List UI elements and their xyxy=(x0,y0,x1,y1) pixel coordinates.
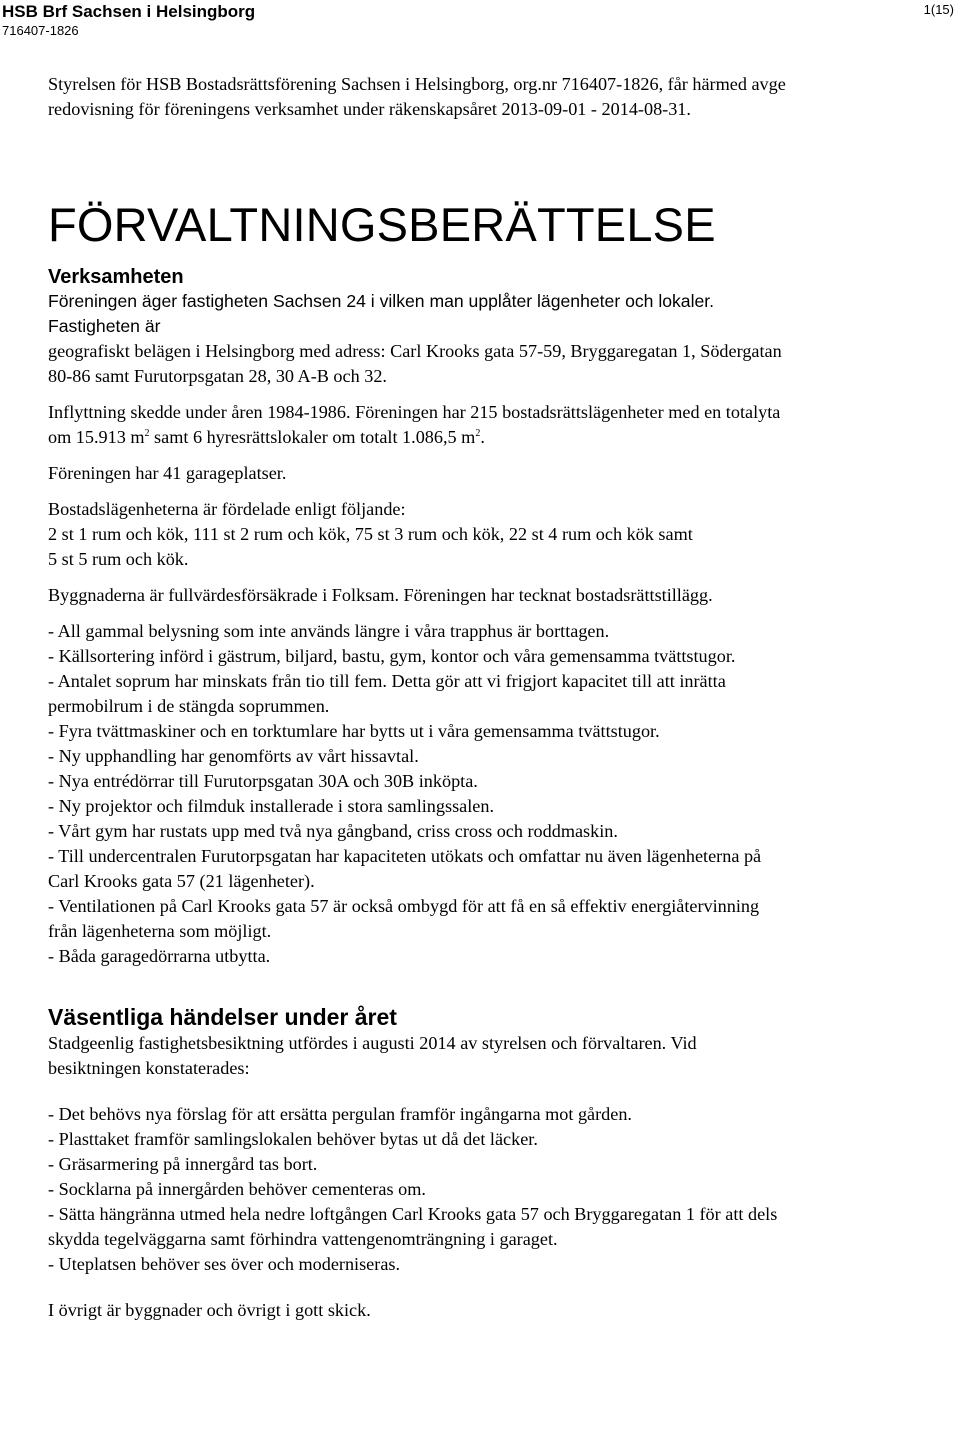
paragraph-line xyxy=(48,425,948,450)
intro-line: Styrelsen för HSB Bostadsrättsförening Sachsen i Helsingborg, org.nr 716407-1826, får härmed avge xyxy=(48,74,786,94)
paragraph-fragment: Inflyttning skedde under åren 1984-1986. xyxy=(48,402,351,422)
verksamheten-list xyxy=(48,619,948,969)
paragraph-line: geografiskt belägen i Helsingborg med adress: Carl Krooks gata 57-59, Bryggaregatan 1, Södergatan xyxy=(48,341,782,361)
paragraph-line: Bostadslägenheterna är fördelade enligt följande: xyxy=(48,499,406,519)
closing-paragraph: I övrigt är byggnader och övrigt i gott skick. xyxy=(48,1300,371,1320)
inflyttning-paragraph xyxy=(48,400,948,450)
list-item: - Till undercentralen Furutorpsgatan har kapaciteten utökats och omfattar nu även lägenheterna på xyxy=(48,846,762,866)
list-item: från lägenheterna som möjligt. xyxy=(48,921,272,941)
list-item: - Fyra tvättmaskiner och en torktumlare har bytts ut i våra gemensamma tvättstugor. xyxy=(48,721,660,741)
header-title: HSB Brf Sachsen i Helsingborg xyxy=(2,2,256,21)
paragraph-line xyxy=(48,400,948,425)
page-number: 1(15) xyxy=(923,2,954,17)
paragraph-line: Stadgeenlig fastighetsbesiktning utfördes i augusti 2014 av styrelsen och förvaltaren. Vid xyxy=(48,1033,697,1053)
paragraph-line: 5 st 5 rum och kök. xyxy=(48,549,189,569)
paragraph-line xyxy=(48,314,948,339)
list-item: - Ny upphandling har genomförts av vårt hissavtal. xyxy=(48,746,419,766)
paragraph-fragment: . xyxy=(480,427,485,447)
list-item: - All gammal belysning som inte används längre i våra trapphus är borttagen. xyxy=(48,621,610,641)
list-item: - Plasttaket framför samlingslokalen behöver bytas ut då det läcker. xyxy=(48,1129,538,1149)
intro-line: redovisning för föreningens verksamhet under räkenskapsåret 2013-09-01 - 2014-08-31. xyxy=(48,99,691,119)
list-item: - Det behövs nya förslag för att ersätta pergulan framför ingångarna mot gården. xyxy=(48,1104,632,1124)
list-item: - Socklarna på innergården behöver cementeras om. xyxy=(48,1179,426,1199)
superscript: 2 xyxy=(144,428,150,439)
list-item: - Sätta hängränna utmed hela nedre loftgången Carl Krooks gata 57 och Bryggaregatan 1 för att dels xyxy=(48,1204,778,1224)
main-title: FÖRVALTNINGSBERÄTTELSE xyxy=(48,198,716,251)
section-heading-verksamheten: Verksamheten xyxy=(48,266,184,288)
paragraph-fragment: om 15.913 m xyxy=(48,427,145,447)
intro-paragraph xyxy=(48,72,948,122)
paragraph-line: 2 st 1 rum och kök, 111 st 2 rum och kök, 75 st 3 rum och kök, 22 st 4 rum och kök samt xyxy=(48,524,693,544)
paragraph-line: besiktningen konstaterades: xyxy=(48,1058,250,1078)
list-item: - Källsortering införd i gästrum, biljard, bastu, gym, kontor och våra gemensamma tvättstugor. xyxy=(48,646,736,666)
paragraph-line: Föreningen äger fastigheten Sachsen 24 i vilken man upplåter lägenheter och lokaler. xyxy=(48,291,715,311)
list-item: - Vårt gym har rustats upp med två nya gångband, criss cross och roddmaskin. xyxy=(48,821,618,841)
events-list xyxy=(48,1102,948,1277)
list-item: - Uteplatsen behöver ses över och moderniseras. xyxy=(48,1254,401,1274)
list-item: skydda tegelväggarna samt förhindra vattengenomträngning i garaget. xyxy=(48,1229,558,1249)
paragraph-fragment: samt 6 hyresrättslokaler om totalt 1.086,5 m xyxy=(154,427,476,447)
list-item: permobilrum i de stängda soprummen. xyxy=(48,696,330,716)
distribution-paragraph xyxy=(48,497,948,572)
list-item: - Antalet soprum har minskats från tio till fem. Detta gör att vi frigjort kapacitet till att inrätta xyxy=(48,671,726,691)
insurance-paragraph: Byggnaderna är fullvärdesförsäkrade i Folksam. Föreningen har tecknat bostadsrättstillägg. xyxy=(48,585,713,605)
list-item: - Gräsarmering på innergård tas bort. xyxy=(48,1154,318,1174)
list-item: - Ventilationen på Carl Krooks gata 57 är också ombygd för att få en så effektiv energiåtervinning xyxy=(48,896,760,916)
paragraph-fragment: Föreningen har 215 bostadsrättslägenheter med en totalyta xyxy=(355,402,781,422)
superscript: 2 xyxy=(475,428,481,439)
document-body xyxy=(48,72,948,1323)
garage-paragraph: Föreningen har 41 garageplatser. xyxy=(48,463,287,483)
paragraph-line: 80-86 samt Furutorpsgatan 28, 30 A-B och 32. xyxy=(48,366,387,386)
list-item: - Ny projektor och filmduk installerade i stora samlingssalen. xyxy=(48,796,494,816)
section-heading-events: Väsentliga händelser under året xyxy=(48,1004,397,1030)
events-intro-paragraph xyxy=(48,1031,948,1081)
list-item: - Båda garagedörrarna utbytta. xyxy=(48,946,271,966)
paragraph-fragment: Fastigheten är xyxy=(48,316,161,336)
list-item: Carl Krooks gata 57 (21 lägenheter). xyxy=(48,871,315,891)
list-item: - Nya entrédörrar till Furutorpsgatan 30A och 30B inköpta. xyxy=(48,771,478,791)
verksamheten-paragraph xyxy=(48,289,948,389)
header-org-number: 716407-1826 xyxy=(2,23,79,38)
